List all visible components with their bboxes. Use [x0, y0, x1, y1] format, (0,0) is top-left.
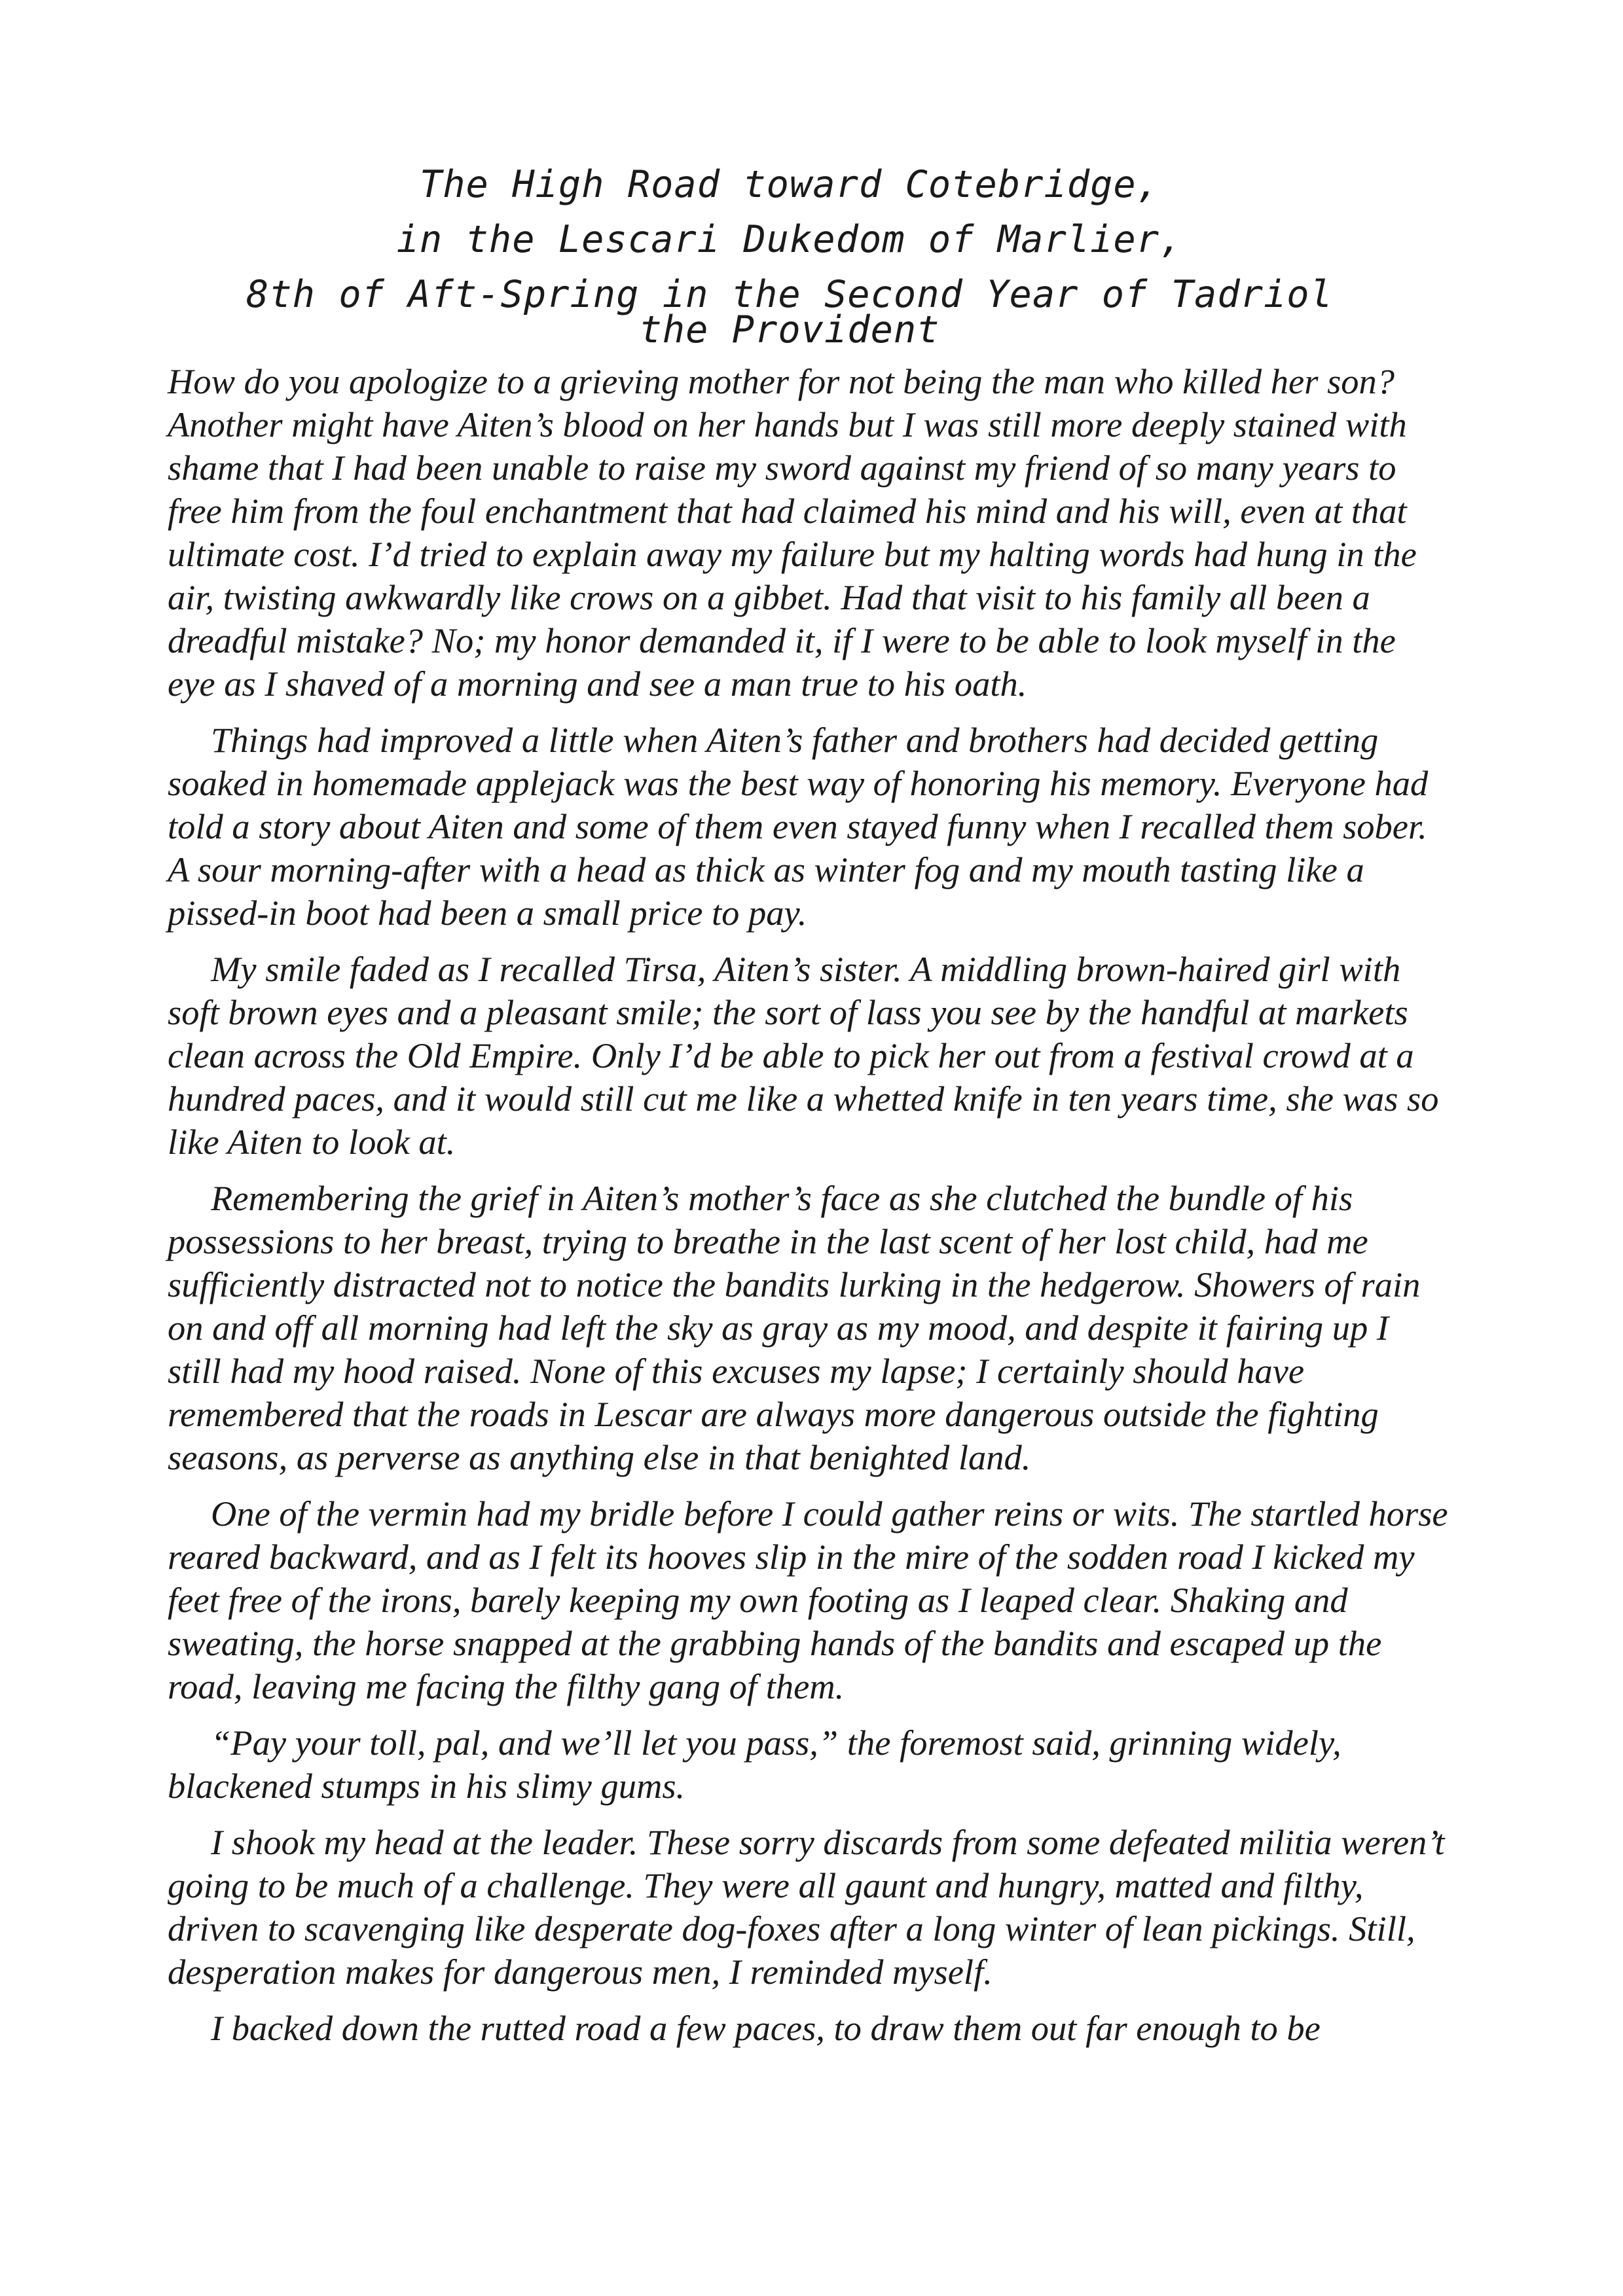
body-text [168, 360, 1451, 2050]
paragraph-7: I shook my head at the leader. These sorry discards from some defeated militia weren’t going to be much of a challenge. They were all gaunt and hungry, matted and filthy, driven to scavenging like desperate dog-foxes after a long winter of lean pickings. Still, desperation makes for dangerous men, I reminded myself. [168, 1822, 1445, 1992]
heading-line-2: in the Lescari Dukedom of Marlier, [396, 218, 1183, 261]
paragraph-2: Things had improved a little when Aiten’s father and brothers had decided getting soaked in homemade applejack was the best way of honoring his memory. Everyone had told a story about Aiten and some of them even stayed funny when I recalled them sober. A sour morning-after with a head as thick as winter fog and my mouth tasting like a pissed-in boot had been a small price to pay. [168, 720, 1429, 933]
heading-line-4: the Provident [639, 308, 940, 351]
paragraph-6: “Pay your toll, pal, and we’ll let you pass,” the foremost said, grinning widely, blackened stumps in his slimy gums. [168, 1723, 1341, 1806]
paragraph-1: How do you apologize to a grieving mother for not being the man who killed her son? Another might have Aiten’s blood on her hands but I was still more deeply stained with shame that I had been unable to raise my sword against my friend of so many years to free him from the foul enchantment that had claimed his mind and his will, even at that ultimate cost. I’d tried to explain away my failure but my halting words had hung in the air, twisting awkwardly like crows on a gibbet. Had that visit to his family all been a dreadful mistake? No; my honor demanded it, if I were to be able to look myself in the eye as I shaved of a morning and see a man true to his oath. [168, 361, 1417, 704]
paragraph-8: I backed down the rutted road a few paces, to draw them out far enough to be [211, 2008, 1321, 2048]
chapter-heading [168, 157, 1412, 357]
paragraph-3: My smile faded as I recalled Tirsa, Aiten’s sister. A middling brown-haired girl with soft brown eyes and a pleasant smile; the sort of lass you see by the handful at markets clean across the Old Empire. Only I’d be able to pick her out from a festival crowd at a hundred paces, and it would still cut me like a whetted knife in ten years time, she was so like Aiten to look at. [168, 949, 1439, 1162]
paragraph-5: One of the vermin had my bridle before I could gather reins or wits. The startled horse reared backward, and as I felt its hooves slip in the mire of the sodden road I kicked my feet free of the irons, barely keeping my own footing as I leaped clear. Shaking and sweating, the horse snapped at the grabbing hands of the bandits and escaped up the road, leaving me facing the filthy gang of them. [168, 1494, 1448, 1706]
paragraph-4: Remembering the grief in Aiten’s mother’s face as she clutched the bundle of his possessions to her breast, trying to breathe in the last scent of her lost child, had me sufficiently distracted not to notice the bandits lurking in the hedgerow. Showers of rain on and off all morning had left the sky as gray as my mood, and despite it fairing up I still had my hood raised. None of this excuses my lapse; I certainly should have remembered that the roads in Lescar are always more dangerous outside the fighting seasons, as perverse as anything else in that benighted land. [168, 1178, 1421, 1477]
heading-line-1: The High Road toward Cotebridge, [419, 163, 1160, 206]
heading-line-3: 8th of Aft-Spring in the Second Year of Tadriol [246, 273, 1333, 316]
